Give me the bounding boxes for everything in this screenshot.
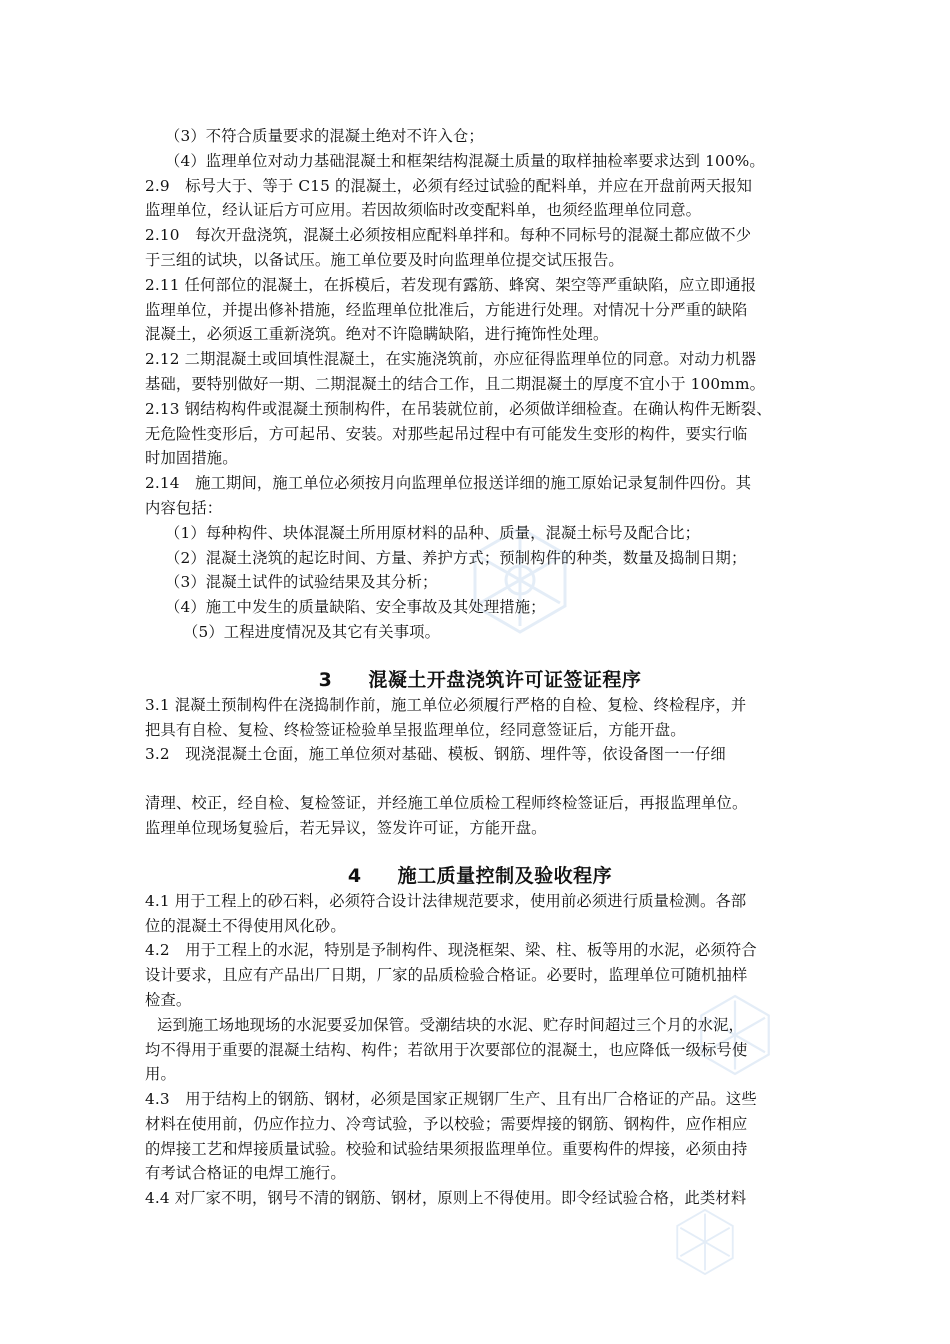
list-item: （5）工程进度情况及其它有关事项。 <box>183 622 441 641</box>
section-heading <box>145 863 815 889</box>
paragraph-line: 2.10 每次开盘浇筑，混凝土必须按相应配料单拌和。每种不同标号的混凝土都应做不少 <box>145 226 752 245</box>
list-item: （2）混凝土浇筑的起讫时间、方量、养护方式；预制构件的种类，数量及捣制日期； <box>165 548 747 567</box>
paragraph-line: 运到施工场地现场的水泥要妥加保管。受潮结块的水泥、贮存时间超过三个月的水泥， <box>157 1015 744 1034</box>
paragraph-line: 材料在使用前，仍应作拉力、冷弯试验，予以校验；需要焊接的钢筋、钢构件，应作相应 <box>145 1114 748 1133</box>
paragraph-line: 4.1 用于工程上的砂石料，必须符合设计法律规范要求，使用前必须进行质量检测。各部 <box>145 891 747 910</box>
paragraph-line: 2.11 任何部位的混凝土，在拆模后，若发现有露筋、蜂窝、架空等严重缺陷，应立即通报 <box>145 275 757 294</box>
paragraph-line: 于三组的试块，以备试压。施工单位要及时向监理单位提交试压报告。 <box>145 250 624 269</box>
paragraph-line: 监理单位，经认证后方可应用。若因故须临时改变配料单，也须经监理单位同意。 <box>145 201 702 220</box>
paragraph-line: 4.3 用于结构上的钢筋、钢材，必须是国家正规钢厂生产、且有出厂合格证的产品。这些 <box>145 1090 757 1109</box>
paragraph-line: 检查。 <box>145 990 192 1009</box>
paragraph-line: 无危险性变形后，方可起吊、安装。对那些起吊过程中有可能发生变形的构件，要实行临 <box>145 424 748 443</box>
paragraph-line: 均不得用于重要的混凝土结构、构件；若欲用于次要部位的混凝土，也应降低一级标号使 <box>145 1040 748 1059</box>
section-number: 4 <box>347 864 362 887</box>
list-item: （4）施工中发生的质量缺陷、安全事故及其处理措施； <box>165 598 546 617</box>
paragraph-line: 把具有自检、复检、终检签证检验单呈报监理单位，经同意签证后，方能开盘。 <box>145 720 686 739</box>
paragraph-line: 基础，要特别做好一期、二期混凝土的结合工作，且二期混凝土的厚度不宜小于 100mm。 <box>145 374 766 393</box>
paragraph-line: 2.14 施工期间，施工单位必须按月向监理单位报送详细的施工原始记录复制件四份。其 <box>145 474 752 493</box>
paragraph-line: 清理、校正，经自检、复检签证，并经施工单位质检工程师终检签证后，再报监理单位。 <box>145 794 748 813</box>
paragraph-line: 混凝土，必须返工重新浇筑。绝对不许隐瞒缺陷，进行掩饰性处理。 <box>145 325 609 344</box>
paragraph-line: 监理单位，并提出修补措施，经监理单位批准后，方能进行处理。对情况十分严重的缺陷 <box>145 300 748 319</box>
section-title: 混凝土开盘浇筑许可证签证程序 <box>368 668 642 691</box>
document-body <box>145 124 815 1211</box>
paragraph-line: 3.1 混凝土预制构件在浇捣制作前，施工单位必须履行严格的自检、复检、终检程序，并 <box>145 695 747 714</box>
section-title: 施工质量控制及验收程序 <box>397 864 613 887</box>
paragraph-line: 2.13 钢结构构件或混凝土预制构件，在吊装就位前，必须做详细检查。在确认构件无断裂、 <box>145 399 772 418</box>
paragraph-line: 位的混凝土不得使用风化砂。 <box>145 916 346 935</box>
paragraph-line: 时加固措施。 <box>145 449 238 468</box>
paragraph-line: 设计要求，且应有产品出厂日期，厂家的品质检验合格证。必要时，监理单位可随机抽样 <box>145 966 748 985</box>
paragraph-line: 有考试合格证的电焊工施行。 <box>145 1164 346 1183</box>
list-item: （3）不符合质量要求的混凝土绝对不许入仓； <box>165 127 484 145</box>
paragraph-line: 的焊接工艺和焊接质量试验。校验和试验结果须报监理单位。重要构件的焊接，必须由持 <box>145 1139 748 1158</box>
list-item: （4）监理单位对动力基础混凝土和框架结构混凝土质量的取样抽检率要求达到 100%。 <box>165 151 765 170</box>
snowflake-watermark-icon <box>668 1205 742 1279</box>
paragraph-line: 用。 <box>145 1065 176 1084</box>
paragraph-line: 4.4 对厂家不明，钢号不清的钢筋、钢材，原则上不得使用。即令经试验合格，此类材料 <box>145 1189 747 1208</box>
list-item: （1）每种构件、块体混凝土所用原材料的品种、质量，混凝土标号及配合比； <box>165 523 701 542</box>
paragraph-line: 3.2 现浇混凝土仓面，施工单位须对基础、模板、钢筋、埋件等，依设备图一一仔细 <box>145 745 726 764</box>
paragraph-line: 2.12 二期混凝土或回填性混凝土，在实施浇筑前，亦应征得监理单位的同意。对动力机器 <box>145 350 757 369</box>
paragraph-line: 内容包括： <box>145 498 223 517</box>
list-item: （3）混凝土试件的试验结果及其分析； <box>165 573 438 592</box>
section-number: 3 <box>318 668 333 691</box>
section-heading <box>145 667 815 693</box>
paragraph-line: 监理单位现场复验后，若无异议，签发许可证，方能开盘。 <box>145 818 547 837</box>
paragraph-line: 2.9 标号大于、等于 C15 的混凝土，必须有经过试验的配料单，并应在开盘前两天报知 <box>145 176 753 195</box>
paragraph-line: 4.2 用于工程上的水泥，特别是予制构件、现浇框架、梁、柱、板等用的水泥，必须符合 <box>145 941 757 960</box>
